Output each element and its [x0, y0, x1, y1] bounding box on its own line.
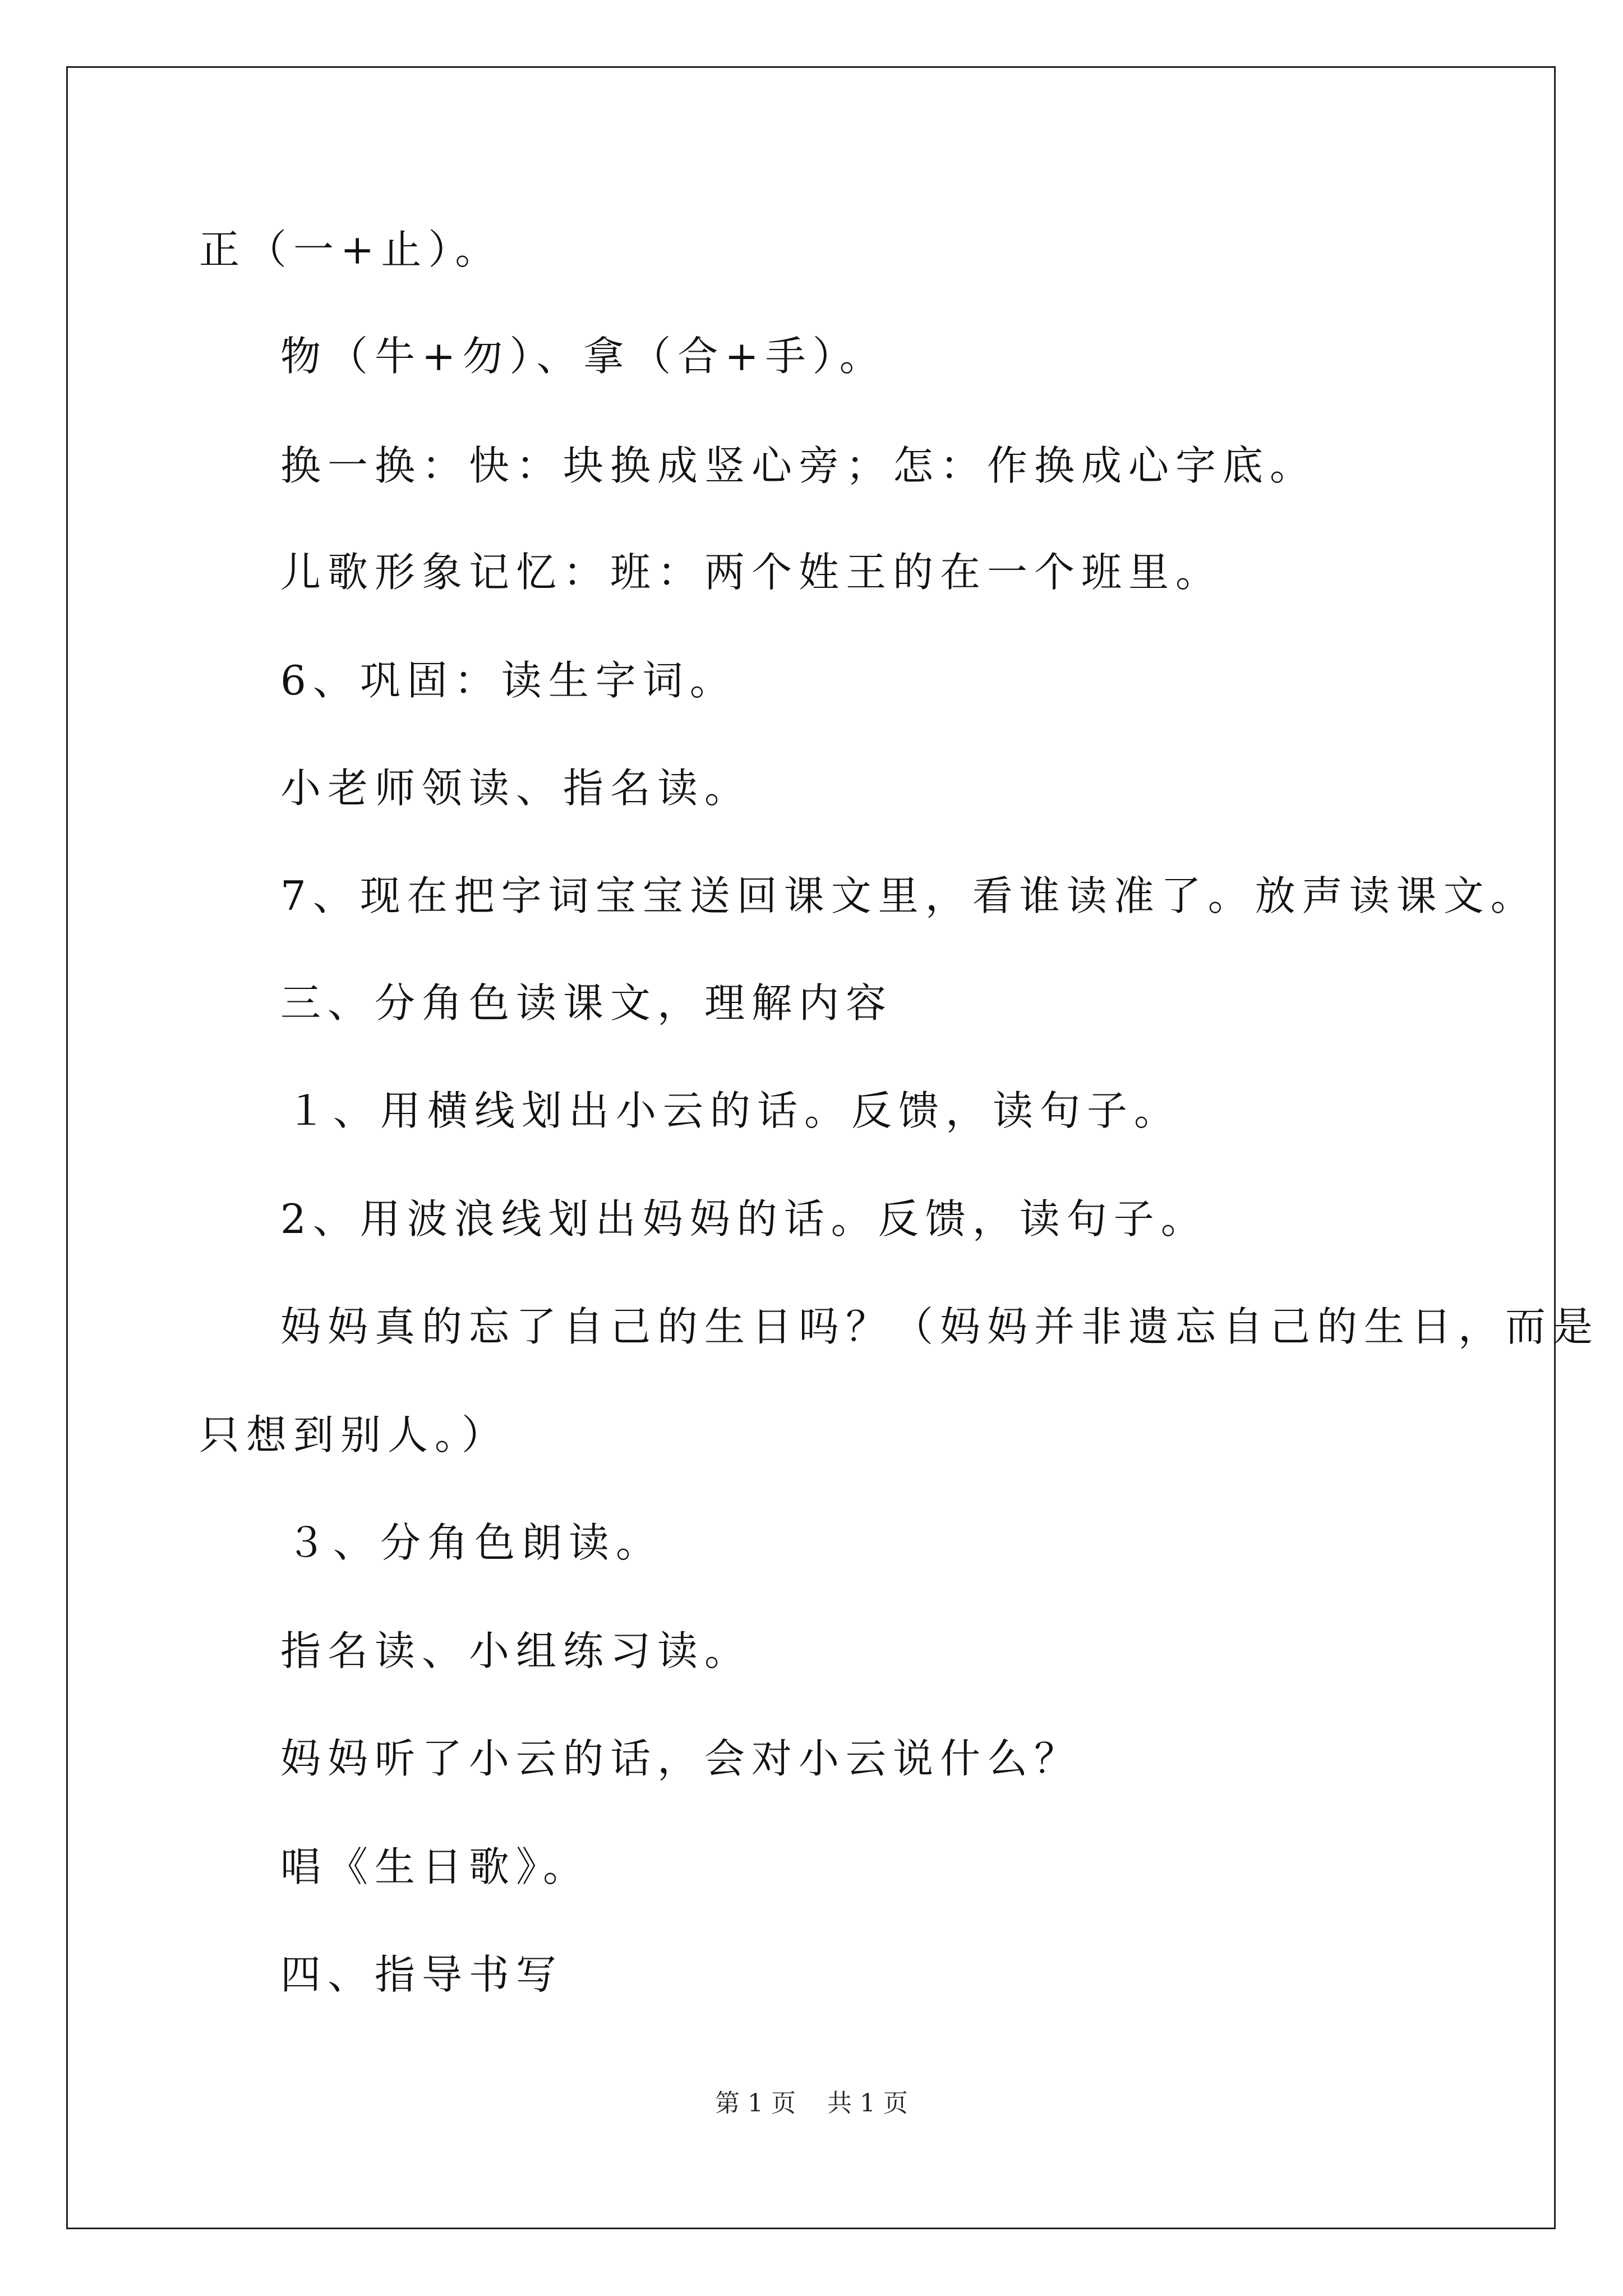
text-line: 唱《生日歌》。	[280, 1843, 591, 1890]
text-line: ３、分角色朗读。	[286, 1519, 663, 1566]
text-line: 妈妈真的忘了自己的生日吗？（妈妈并非遗忘自己的生日，而是	[280, 1303, 1600, 1350]
text-line: 换一换：快：块换成竖心旁；怎：作换成心字底。	[280, 442, 1317, 489]
text-line: 只想到别人。）	[199, 1411, 509, 1458]
text-line: 小老师领读、指名读。	[280, 765, 752, 812]
section-heading: 三、分角色读课文，理解内容	[280, 979, 893, 1027]
text-line: 儿歌形象记忆：班：两个姓王的在一个班里。	[280, 549, 1223, 596]
text-line: 6、巩固：读生字词。	[280, 657, 737, 704]
text-line: １、用横线划出小云的话。反馈，读句子。	[286, 1087, 1182, 1134]
page-footer: 第 1 页 共 1 页	[715, 2089, 908, 2118]
text-line: 7、现在把字词宝宝送回课文里，看谁读准了。放声读课文。	[280, 872, 1538, 919]
text-line: 指名读、小组练习读。	[280, 1627, 752, 1674]
section-heading: 四、指导书写	[280, 1951, 564, 1998]
text-line: 正（一+止）。	[199, 226, 502, 273]
text-line: 妈妈听了小云的话，会对小云说什么？	[280, 1735, 1082, 1782]
text-line: 2、用波浪线划出妈妈的话。反馈，读句子。	[280, 1195, 1208, 1243]
text-line: 物（牛+勿）、拿（合+手）。	[280, 333, 887, 380]
page-border	[66, 66, 1556, 2229]
